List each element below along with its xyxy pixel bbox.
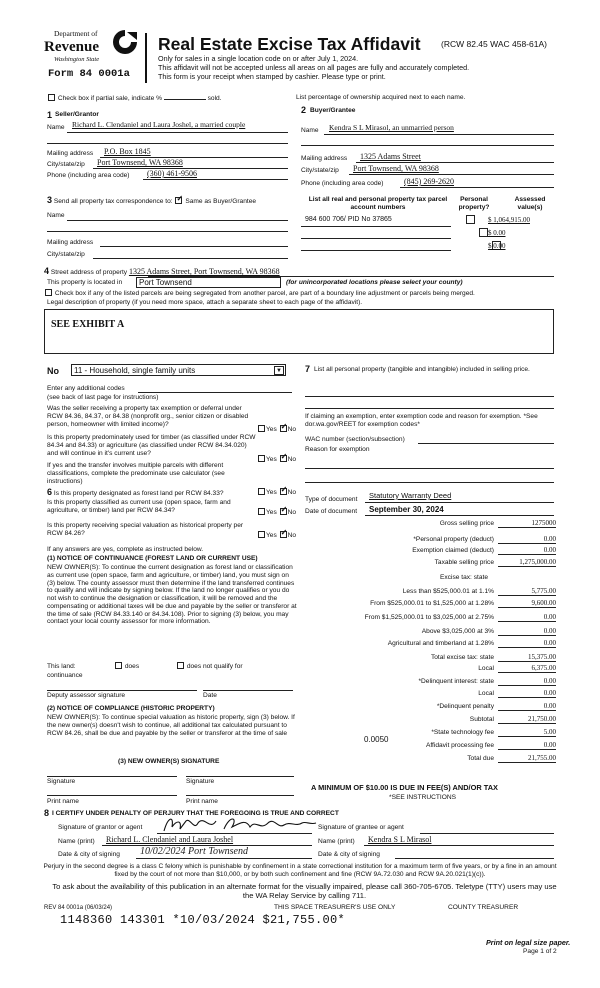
tax-calc-value[interactable]: 0.00 bbox=[498, 535, 556, 544]
tax-calc-label: Above $3,025,000 at 3% bbox=[421, 628, 494, 635]
exemption-question: Was the seller receiving a property tax exemption or deferral under RCW 84.36, 84.37, or 84.38 (nonprofit org., senior citizen or disabled person, homeowner with limited income)? bbox=[47, 405, 249, 428]
seller-city-value[interactable]: Port Townsend, WA 98368 bbox=[97, 158, 183, 167]
seller-section-title: Seller/Grantor bbox=[55, 111, 99, 118]
forest-question-row bbox=[47, 487, 224, 498]
alt-format-note: To ask about the availability of this publication in an alternate format for the visually impaired, please call 360-705-6705. Teletype (TTY) users may use the WA Relay Service by calling 711. bbox=[52, 882, 557, 900]
section3-city-line[interactable] bbox=[93, 258, 288, 259]
does-option bbox=[114, 662, 139, 671]
parcel-line-2 bbox=[301, 238, 451, 239]
legal-description-box[interactable] bbox=[44, 309, 554, 354]
page-title: Real Estate Excise Tax Affidavit bbox=[158, 34, 421, 54]
section3-name-label: Name bbox=[47, 212, 65, 219]
grantor-date-value[interactable]: 10/02/2024 Port Townsend bbox=[140, 846, 248, 857]
section5-number: No bbox=[47, 366, 59, 376]
tax-calc-label: Excise tax: state bbox=[439, 574, 488, 581]
does-not-qualify-checkbox[interactable] bbox=[177, 662, 184, 669]
grantee-name-line bbox=[364, 845, 554, 846]
unincorporated-note: (for unincorporated locations please select your county) bbox=[286, 279, 463, 286]
partial-sold-label: sold. bbox=[207, 95, 222, 102]
does-label: does bbox=[124, 663, 140, 670]
grantor-date-label: Date & city of signing bbox=[58, 851, 120, 858]
doc-date-label: Date of document bbox=[305, 508, 358, 515]
doc-type-value[interactable]: Statutory Warranty Deed bbox=[369, 491, 452, 500]
exemption-yn bbox=[257, 425, 296, 434]
grantor-name-label: Name (print) bbox=[58, 838, 95, 845]
does-not-label: does not qualify for bbox=[186, 663, 243, 670]
section8-number: 8 bbox=[44, 808, 50, 818]
revision-number: REV 84 0001a (06/03/24) bbox=[44, 905, 113, 911]
doc-type-label: Type of document bbox=[305, 496, 358, 503]
seller-name-line-2 bbox=[47, 143, 288, 144]
grantee-signature-label: Signature of grantee or agent bbox=[318, 824, 404, 831]
partial-percent-field[interactable] bbox=[164, 99, 206, 100]
parcel-line-1 bbox=[301, 226, 451, 227]
tax-calc-value[interactable]: 0.00 bbox=[498, 613, 556, 622]
reason-label: Reason for exemption bbox=[305, 446, 370, 453]
exemption-yes-label: Yes bbox=[266, 426, 277, 433]
tax-calc-value[interactable]: 1275000 bbox=[498, 519, 556, 528]
buyer-phone-value[interactable]: (845) 269-2620 bbox=[404, 177, 454, 186]
seller-name-line bbox=[67, 132, 288, 133]
section4-number: 4 bbox=[44, 266, 50, 276]
personal-property-checkbox-2[interactable] bbox=[479, 228, 488, 237]
assessed-value-2[interactable]: $ 0.00 bbox=[488, 229, 506, 237]
location-select[interactable]: Port Townsend bbox=[136, 277, 281, 288]
see-instructions-note: *SEE INSTRUCTIONS bbox=[389, 794, 457, 801]
section6-number: 6 bbox=[47, 487, 53, 497]
tax-calc-value[interactable]: 0.00 bbox=[498, 627, 556, 636]
segregated-checkbox[interactable] bbox=[45, 289, 52, 296]
notice1-body: NEW OWNER(S): To continue the current designation as forest land or classification as current use (open space, farm and agriculture, or timber) land, you must sign on (3) below. The county assessor must then determine if the land transferred continues to qualify and will indicate by signing below. If the land no longer qualifies or you do not wish to continue the designation or classification, it will be removed and the compensating or additional taxes will be due and payable by the seller or transferor at the time of sale (RCW 84.33.140 or 84.34.108). Prior to signing (3) below, you may contact your local county assessor for more information. bbox=[47, 564, 297, 626]
land-use-value: 11 - Household, single family units bbox=[74, 366, 196, 375]
grantor-signature[interactable] bbox=[160, 813, 320, 833]
forest-yes-label: Yes bbox=[266, 489, 277, 496]
street-label: Street address of property bbox=[50, 269, 128, 276]
doc-type-line bbox=[365, 502, 554, 503]
notice3-title: (3) NEW OWNER(S) SIGNATURE bbox=[118, 758, 220, 765]
tax-calc-value[interactable]: 0.00 bbox=[498, 702, 556, 711]
exemption-claim-label: If claiming an exemption, enter exemption code and reason for exemption. *See dor.wa.gov/REET for exemption codes* bbox=[305, 413, 538, 428]
segregated-label: Check box if any of the listed parcels are being segregated from another parcel, are part of a boundary line adjustment or parcels being merged. bbox=[54, 290, 475, 297]
timber-yes-checkbox[interactable] bbox=[258, 455, 265, 462]
deputy-date-label: Date bbox=[203, 692, 217, 699]
wac-line[interactable] bbox=[418, 443, 554, 444]
tax-calc-value[interactable]: 0.00 bbox=[498, 677, 556, 686]
tax-calc-label: Total excise tax: state bbox=[430, 654, 494, 661]
current-use-no-label: No bbox=[287, 509, 297, 516]
historic-no-label: No bbox=[287, 532, 297, 539]
buyer-section-number: 2 bbox=[301, 105, 307, 115]
tax-calc-label: *Delinquent interest: state bbox=[418, 678, 494, 685]
street-value[interactable]: 1325 Adams Street, Port Townsend, WA 98368 bbox=[128, 267, 280, 276]
grantee-date-line[interactable] bbox=[395, 858, 554, 859]
tax-calc-label: Taxable selling price bbox=[434, 559, 494, 566]
current-use-no-checkbox[interactable] bbox=[280, 508, 287, 515]
buyer-mailing-label: Mailing address bbox=[301, 155, 348, 162]
historic-no-checkbox[interactable] bbox=[280, 531, 287, 538]
buyer-phone-line bbox=[400, 187, 554, 188]
seller-phone-value[interactable]: (360) 461-9506 bbox=[147, 169, 197, 178]
assessed-value-3[interactable]: $ 0.00 bbox=[488, 242, 506, 250]
tax-calc-value[interactable]: 9,600.00 bbox=[498, 599, 556, 608]
owner-print-line-2[interactable] bbox=[186, 795, 294, 796]
parcels-col-header-1: List all real and personal property tax parcel account numbers bbox=[308, 196, 448, 211]
dept-line1: Department of bbox=[54, 29, 98, 38]
grantee-signature-line[interactable] bbox=[420, 833, 554, 834]
grantor-signature-label: Signature of grantor or agent bbox=[58, 824, 143, 831]
located-label: This property is located in bbox=[47, 279, 123, 286]
forest-no-checkbox[interactable] bbox=[280, 488, 287, 495]
tax-calc-value[interactable]: 1,275,000.00 bbox=[498, 558, 556, 567]
tax-calc-value[interactable]: 6,375.00 bbox=[498, 664, 556, 673]
current-use-yes-checkbox[interactable] bbox=[258, 508, 265, 515]
seller-city-label: City/state/zip bbox=[47, 161, 85, 168]
legal-description-value: SEE EXHIBIT A bbox=[51, 319, 125, 330]
notice2-title: (2) NOTICE OF COMPLIANCE (HISTORIC PROPERTY) bbox=[47, 705, 215, 712]
tax-calc-label: Gross selling price bbox=[439, 520, 494, 527]
buyer-city-label: City/state/zip bbox=[301, 167, 339, 174]
notice2-body: NEW OWNER(S): To continue special valuation as historic property, sign (3) below. If the new owner(s) doesn't wish to continue, all additional tax calculated pursuant to RCW 84.26, shall be due and payable by the seller or transferor at the time of sale bbox=[47, 714, 295, 737]
segregated-row bbox=[44, 289, 475, 298]
header-note-1: Only for sales in a single location code on or after July 1, 2024. bbox=[158, 54, 359, 63]
dor-emblem-icon bbox=[111, 29, 139, 55]
buyer-mailing-value[interactable]: 1325 Adams Street bbox=[360, 152, 421, 161]
parcels-col-header-2: Personal property? bbox=[458, 196, 490, 211]
owner-signature-line-1[interactable] bbox=[47, 776, 177, 777]
timber-yn bbox=[257, 455, 296, 464]
rcw-reference: (RCW 82.45 WAC 458-61A) bbox=[441, 39, 547, 49]
seller-phone-line bbox=[143, 179, 288, 180]
owner-print-line-1[interactable] bbox=[47, 795, 177, 796]
tax-calc-label: From $525,000.01 to $1,525,000 at 1.28% bbox=[370, 600, 494, 607]
seller-section-number: 1 bbox=[47, 110, 53, 120]
exemption-no-label: No bbox=[287, 426, 297, 433]
tax-calc-value[interactable]: 21,755.00 bbox=[498, 754, 556, 763]
parcels-col-header-3: Assessed value(s) bbox=[514, 196, 546, 211]
tax-calc-label: Subtotal bbox=[469, 716, 494, 723]
section3-row bbox=[47, 195, 256, 206]
current-use-yn bbox=[257, 508, 296, 517]
section3-name-line[interactable] bbox=[67, 220, 288, 221]
reason-line-1[interactable] bbox=[305, 468, 554, 469]
dept-line2: Revenue bbox=[44, 39, 99, 55]
county-treasurer-label: COUNTY TREASURER bbox=[448, 904, 519, 911]
page-number: Page 1 of 2 bbox=[523, 948, 557, 955]
forest-yes-checkbox[interactable] bbox=[258, 488, 265, 495]
seller-name-value[interactable]: Richard L. Clendaniel and Laura Joshel, a married couple bbox=[72, 120, 246, 129]
timber-question: Is this property predominately used for timber (as classified under RCW 84.34 and 84.33) or agriculture (as classified under RCW 84.34.020) and will continue in it's current use? bbox=[47, 434, 256, 457]
notice1-title: (1) NOTICE OF CONTINUANCE (FOREST LAND OR CURRENT USE) bbox=[47, 555, 258, 562]
buyer-section-title: Buyer/Grantee bbox=[310, 107, 356, 114]
exemption-no-checkbox[interactable] bbox=[280, 425, 287, 432]
tax-calc-value[interactable]: 15,375.00 bbox=[498, 653, 556, 662]
personal-property-line-2[interactable] bbox=[305, 408, 554, 409]
owner-signature-label-1: Signature bbox=[47, 778, 76, 785]
grantor-date-line bbox=[136, 858, 312, 859]
doc-date-value[interactable]: September 30, 2024 bbox=[369, 505, 444, 514]
exemption-yes-checkbox[interactable] bbox=[258, 425, 265, 432]
additional-codes-label: Enter any additional codes bbox=[47, 385, 125, 392]
does-not-option bbox=[176, 662, 243, 671]
deputy-signature-line[interactable] bbox=[47, 690, 197, 691]
this-land-label: This land: bbox=[47, 663, 76, 670]
tax-calc-value[interactable]: 0.00 bbox=[498, 639, 556, 648]
owner-print-label-2: Print name bbox=[186, 798, 218, 805]
seller-name-label: Name bbox=[47, 124, 65, 131]
section3-city-label: City/state/zip bbox=[47, 251, 85, 258]
buyer-city-value[interactable]: Port Townsend, WA 98368 bbox=[353, 164, 439, 173]
seller-mailing-value[interactable]: P.O. Box 1845 bbox=[104, 147, 151, 156]
buyer-name-value[interactable]: Kendra S L Mirasol, an unmarried person bbox=[329, 123, 454, 132]
partial-sale-row bbox=[47, 94, 222, 103]
parcel-number-1[interactable]: 984 600 706/ PID No 37865 bbox=[305, 216, 392, 223]
minimum-fee-note: A MINIMUM OF $10.00 IS DUE IN FEE(S) AND/OR TAX bbox=[311, 783, 498, 792]
deputy-date-line[interactable] bbox=[203, 690, 293, 691]
owner-print-label-1: Print name bbox=[47, 798, 79, 805]
tax-calc-label: Affidavit processing fee bbox=[425, 742, 494, 749]
tax-calc-label: From $1,525,000.01 to $3,025,000 at 2.75% bbox=[364, 614, 494, 621]
owner-signature-line-2[interactable] bbox=[186, 776, 294, 777]
buyer-name-line bbox=[324, 134, 554, 135]
forest-question: Is this property designated as forest land per RCW 84.33? bbox=[53, 490, 224, 497]
section3-mailing-line[interactable] bbox=[100, 246, 288, 247]
timber-no-label: No bbox=[287, 456, 297, 463]
owner-signature-label-2: Signature bbox=[186, 778, 215, 785]
seller-mailing-label: Mailing address bbox=[47, 150, 94, 157]
does-qualify-checkbox[interactable] bbox=[115, 662, 122, 669]
grantor-signature-mark bbox=[160, 813, 320, 835]
tax-calc-label: Total due bbox=[467, 755, 494, 762]
grantor-signature-line bbox=[157, 833, 312, 834]
assessed-value-1[interactable]: $ 1,064,915.00 bbox=[488, 216, 530, 224]
dept-line3: Washington State bbox=[54, 56, 100, 63]
tax-calc-label: *Personal property (deduct) bbox=[413, 536, 494, 543]
legal-size-note: Print on legal size paper. bbox=[486, 938, 571, 947]
grantee-name-label: Name (print) bbox=[318, 838, 355, 845]
section3-label: Send all property tax correspondence to: bbox=[53, 198, 173, 205]
current-use-yes-label: Yes bbox=[266, 509, 277, 516]
tax-calc-label: Local bbox=[478, 665, 494, 672]
grantee-name-value[interactable]: Kendra S L Mirasol bbox=[368, 835, 432, 844]
header-note-2: This affidavit will not be accepted unless all areas on all pages are fully and accurately completed. bbox=[158, 63, 470, 72]
buyer-name-line-2 bbox=[301, 145, 554, 146]
grantee-date-label: Date & city of signing bbox=[318, 851, 380, 858]
tax-calc-value[interactable]: 0.00 bbox=[498, 546, 556, 555]
grantor-name-value[interactable]: Richard L. Clendaniel and Laura Joshel bbox=[106, 835, 234, 844]
parcel-line-3 bbox=[301, 250, 451, 251]
ownership-note: List percentage of ownership acquired next to each name. bbox=[296, 94, 466, 101]
personal-property-label: List all personal property (tangible and intangible) included in selling price. bbox=[314, 366, 530, 373]
chevron-down-icon: ▼ bbox=[274, 366, 284, 375]
if-yes-note: If any answers are yes, complete as instructed below. bbox=[47, 546, 204, 553]
see-back-note: (see back of last page for instructions) bbox=[47, 394, 159, 401]
same-as-buyer-label: Same as Buyer/Grantee bbox=[185, 198, 257, 205]
section3-number: 3 bbox=[47, 195, 53, 205]
tax-calc-value[interactable]: 0.00 bbox=[498, 741, 556, 750]
buyer-city-line bbox=[349, 174, 554, 175]
perjury-warning: Perjury in the second degree is a class C felony which is punishable by confinement in a state correctional institution for a maximum term of five years, or by a fine in an amount fixed by the court of not more than $10,000, or by both such confinement and fine (RCW 9A.72.030 and RCW 9A.20.021(1)(c)). bbox=[43, 863, 557, 878]
forest-yn bbox=[257, 488, 296, 497]
buyer-phone-label: Phone (including area code) bbox=[301, 180, 384, 187]
partial-sale-label: Check box if partial sale, indicate % bbox=[57, 95, 162, 102]
tax-calc-label: Less than $525,000.01 at 1.1% bbox=[402, 588, 494, 595]
timber-question-note: If yes and the transfer involves multiple parcels with different classifications, complete the predominate use calculator (see instructions) bbox=[47, 462, 225, 485]
certify-statement: I CERTIFY UNDER PENALTY OF PERJURY THAT THE FOREGOING IS TRUE AND CORRECT bbox=[52, 810, 339, 817]
timber-yes-label: Yes bbox=[266, 456, 277, 463]
buyer-mailing-line bbox=[356, 162, 554, 163]
historic-yn bbox=[257, 531, 296, 540]
forest-no-label: No bbox=[287, 489, 297, 496]
tax-calc-value[interactable]: 0.00 bbox=[498, 689, 556, 698]
historic-question: Is this property receiving special valuation as historical property per RCW 84.26? bbox=[47, 522, 244, 537]
timber-no-checkbox[interactable] bbox=[280, 455, 287, 462]
treasurer-use-label: THIS SPACE TREASURER'S USE ONLY bbox=[274, 904, 396, 911]
land-use-select[interactable] bbox=[71, 364, 286, 376]
tax-calc-value[interactable]: 21,750.00 bbox=[498, 715, 556, 724]
local-rate[interactable]: 0.0050 bbox=[364, 735, 389, 744]
legal-description-label: Legal description of property (if you need more space, attach a separate sheet to each page of the affidavit). bbox=[47, 299, 363, 306]
current-use-question: Is this property classified as current use (open space, farm and agriculture, or timber) land per RCW 84.34? bbox=[47, 499, 231, 514]
buyer-name-label: Name bbox=[301, 127, 319, 134]
tax-calc-label: *State technology fee bbox=[431, 729, 494, 736]
tax-calc-label: Exemption claimed (deduct) bbox=[412, 547, 494, 554]
same-as-buyer-checkbox[interactable] bbox=[175, 197, 182, 204]
deputy-signature-label: Deputy assessor signature bbox=[47, 692, 126, 699]
section3-name-line-2 bbox=[47, 231, 288, 232]
doc-date-line bbox=[365, 515, 554, 516]
section3-mailing-label: Mailing address bbox=[47, 239, 94, 246]
tax-calc-value[interactable]: 5.00 bbox=[498, 728, 556, 737]
tax-calc-label: *Delinquent penalty bbox=[436, 703, 494, 710]
partial-sale-checkbox[interactable] bbox=[48, 94, 55, 101]
reason-line-2[interactable] bbox=[305, 482, 554, 483]
header-divider bbox=[145, 33, 147, 83]
historic-yes-label: Yes bbox=[266, 532, 277, 539]
tax-calc-value[interactable]: 5,775.00 bbox=[498, 587, 556, 596]
additional-codes-line[interactable] bbox=[138, 392, 292, 393]
historic-yes-checkbox[interactable] bbox=[258, 531, 265, 538]
tax-calculation bbox=[300, 520, 560, 770]
header-note-3: This form is your receipt when stamped by cashier. Please type or print. bbox=[158, 72, 386, 81]
dor-logo bbox=[40, 27, 140, 85]
continuance-label: continuance bbox=[47, 672, 83, 679]
section7-number: 7 bbox=[305, 364, 311, 374]
seller-phone-label: Phone (including area code) bbox=[47, 172, 130, 179]
tax-calc-label: Agricultural and timberland at 1.28% bbox=[387, 640, 494, 647]
form-number: Form 84 0001a bbox=[48, 68, 130, 80]
personal-property-checkbox-1[interactable] bbox=[466, 215, 475, 224]
wac-label: WAC number (section/subsection) bbox=[305, 436, 405, 443]
cashier-stamp: 1148360 143301 *10/03/2024 $21,755.00* bbox=[60, 913, 346, 927]
tax-calc-label: Local bbox=[478, 690, 494, 697]
personal-property-line-1[interactable] bbox=[305, 396, 554, 397]
